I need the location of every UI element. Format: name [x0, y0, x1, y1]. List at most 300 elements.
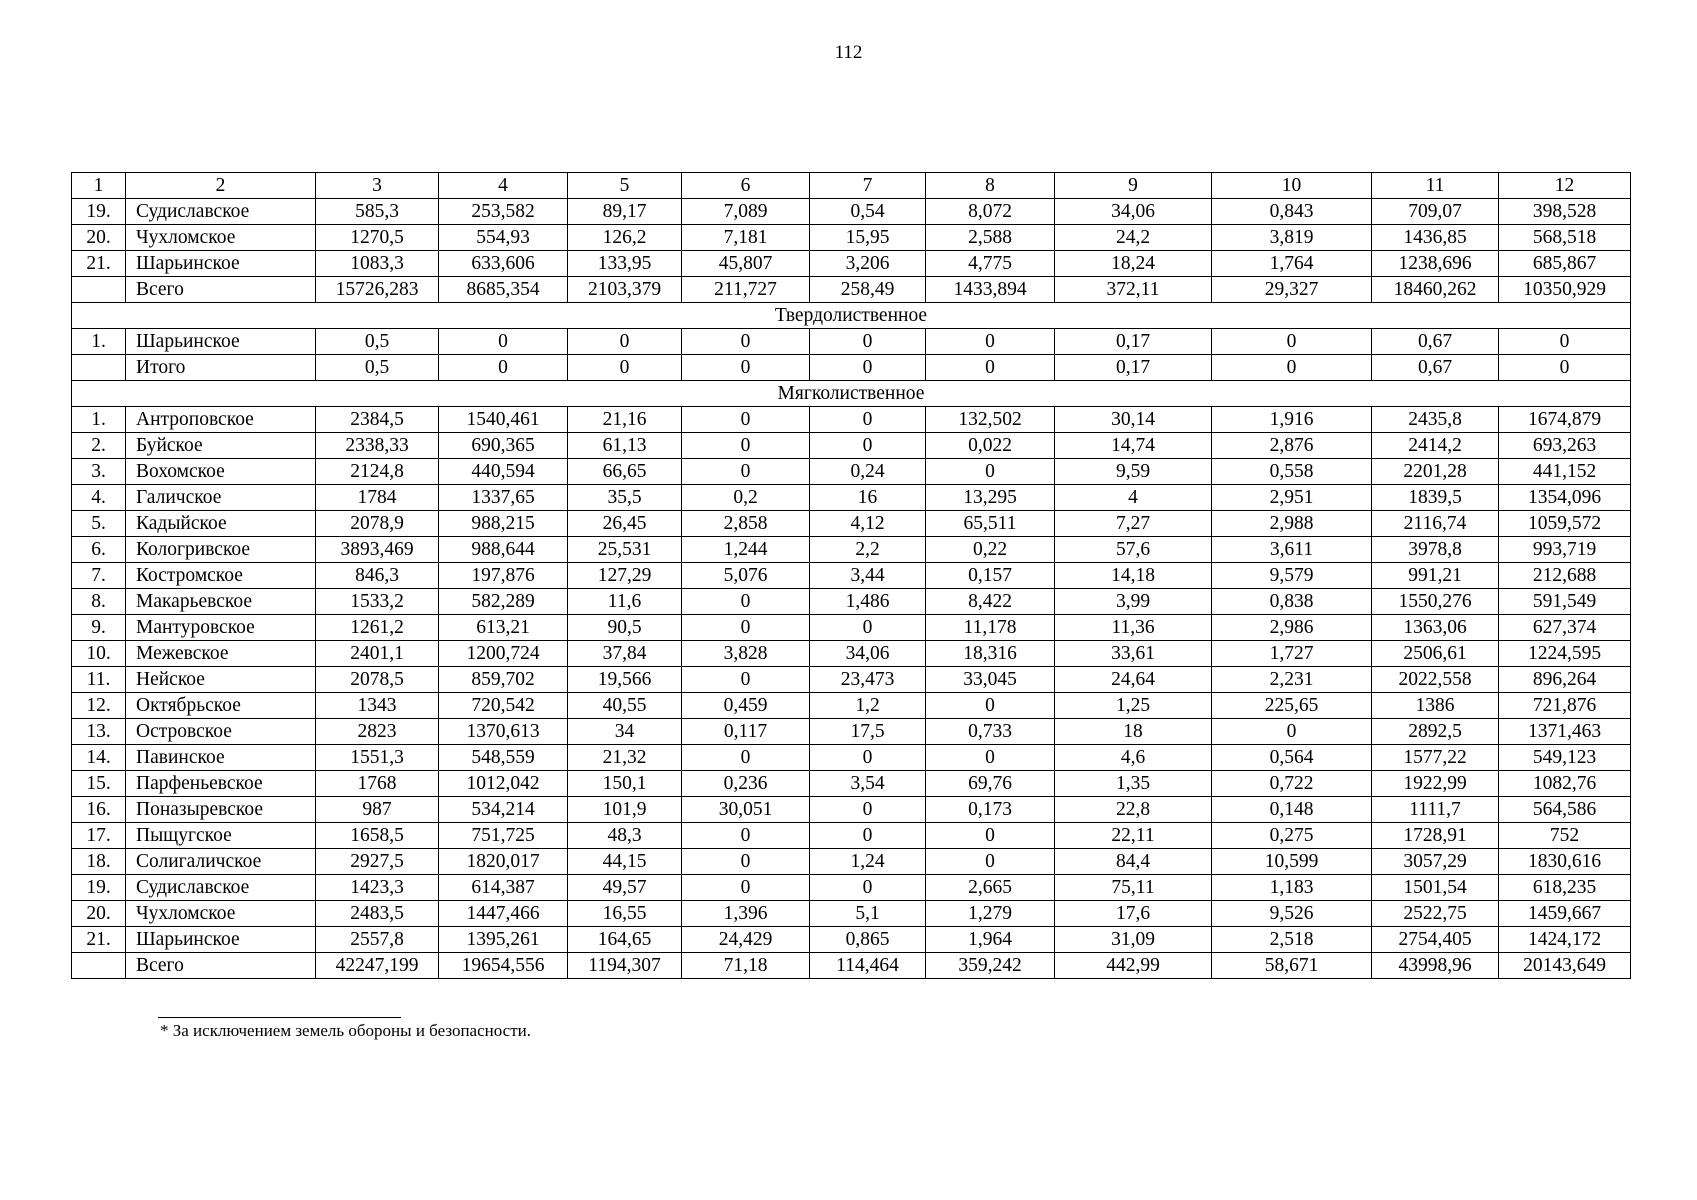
- table-row: [72, 589, 1631, 615]
- district-name-cell: Павинское: [126, 745, 316, 771]
- value-cell: 0: [682, 329, 810, 355]
- value-cell: 1083,3: [316, 251, 439, 277]
- value-cell: 0,733: [926, 719, 1055, 745]
- value-cell: 398,528: [1499, 199, 1631, 225]
- value-cell: 554,93: [439, 225, 568, 251]
- value-cell: 30,14: [1055, 407, 1212, 433]
- row-number-cell: 14.: [72, 745, 126, 771]
- value-cell: 0: [810, 329, 926, 355]
- value-cell: 1194,307: [568, 953, 682, 979]
- table-row: [72, 251, 1631, 277]
- value-cell: 2338,33: [316, 433, 439, 459]
- row-number-cell: 21.: [72, 927, 126, 953]
- value-cell: 33,61: [1055, 641, 1212, 667]
- row-number-cell: 9.: [72, 615, 126, 641]
- value-cell: 1,964: [926, 927, 1055, 953]
- value-cell: 440,594: [439, 459, 568, 485]
- value-cell: 0,838: [1212, 589, 1372, 615]
- value-cell: 618,235: [1499, 875, 1631, 901]
- value-cell: 11,6: [568, 589, 682, 615]
- value-cell: 24,64: [1055, 667, 1212, 693]
- value-cell: 1395,261: [439, 927, 568, 953]
- section-header-row: [72, 303, 1631, 329]
- value-cell: 0: [682, 849, 810, 875]
- value-cell: 3,44: [810, 563, 926, 589]
- row-number-cell: [72, 277, 126, 303]
- table-row: [72, 433, 1631, 459]
- value-cell: 0: [682, 355, 810, 381]
- value-cell: 0,236: [682, 771, 810, 797]
- value-cell: 627,374: [1499, 615, 1631, 641]
- table-row: [72, 849, 1631, 875]
- district-name-cell: Солигаличское: [126, 849, 316, 875]
- value-cell: 58,671: [1212, 953, 1372, 979]
- column-number-header: 6: [682, 173, 810, 199]
- value-cell: 212,688: [1499, 563, 1631, 589]
- value-cell: 1111,7: [1372, 797, 1499, 823]
- value-cell: 591,549: [1499, 589, 1631, 615]
- column-number-header: 12: [1499, 173, 1631, 199]
- column-number-header: 2: [126, 173, 316, 199]
- value-cell: 2078,9: [316, 511, 439, 537]
- value-cell: 24,429: [682, 927, 810, 953]
- value-cell: 1,279: [926, 901, 1055, 927]
- row-number-cell: 11.: [72, 667, 126, 693]
- value-cell: 0,67: [1372, 355, 1499, 381]
- table-row: [72, 537, 1631, 563]
- value-cell: 2384,5: [316, 407, 439, 433]
- value-cell: 0: [810, 615, 926, 641]
- table-row: [72, 771, 1631, 797]
- value-cell: 1,916: [1212, 407, 1372, 433]
- value-cell: 258,49: [810, 277, 926, 303]
- value-cell: 3,611: [1212, 537, 1372, 563]
- value-cell: 752: [1499, 823, 1631, 849]
- value-cell: 8,422: [926, 589, 1055, 615]
- value-cell: 150,1: [568, 771, 682, 797]
- value-cell: 49,57: [568, 875, 682, 901]
- value-cell: 0: [682, 407, 810, 433]
- value-cell: 442,99: [1055, 953, 1212, 979]
- column-number-header: 8: [926, 173, 1055, 199]
- value-cell: 133,95: [568, 251, 682, 277]
- value-cell: 0,564: [1212, 745, 1372, 771]
- value-cell: 2,858: [682, 511, 810, 537]
- value-cell: 0: [810, 823, 926, 849]
- value-cell: 127,29: [568, 563, 682, 589]
- value-cell: 359,242: [926, 953, 1055, 979]
- value-cell: 253,582: [439, 199, 568, 225]
- value-cell: 0,722: [1212, 771, 1372, 797]
- value-cell: 0: [926, 459, 1055, 485]
- value-cell: 31,09: [1055, 927, 1212, 953]
- value-cell: 1012,042: [439, 771, 568, 797]
- value-cell: 13,295: [926, 485, 1055, 511]
- value-cell: 991,21: [1372, 563, 1499, 589]
- value-cell: 90,5: [568, 615, 682, 641]
- value-cell: 84,4: [1055, 849, 1212, 875]
- value-cell: 2,876: [1212, 433, 1372, 459]
- district-name-cell: Буйское: [126, 433, 316, 459]
- district-name-cell: Кологривское: [126, 537, 316, 563]
- value-cell: 1200,724: [439, 641, 568, 667]
- row-number-cell: 8.: [72, 589, 126, 615]
- district-name-cell: Шарьинское: [126, 251, 316, 277]
- row-number-cell: 4.: [72, 485, 126, 511]
- row-number-cell: [72, 953, 126, 979]
- value-cell: 564,586: [1499, 797, 1631, 823]
- table-row: [72, 199, 1631, 225]
- value-cell: 1922,99: [1372, 771, 1499, 797]
- table-container: [71, 172, 1631, 979]
- value-cell: 34: [568, 719, 682, 745]
- value-cell: 0: [439, 329, 568, 355]
- value-cell: 685,867: [1499, 251, 1631, 277]
- value-cell: 2124,8: [316, 459, 439, 485]
- table-row: [72, 329, 1631, 355]
- value-cell: 2401,1: [316, 641, 439, 667]
- value-cell: 1059,572: [1499, 511, 1631, 537]
- value-cell: 18: [1055, 719, 1212, 745]
- district-name-cell: Вохомское: [126, 459, 316, 485]
- value-cell: 568,518: [1499, 225, 1631, 251]
- value-cell: 690,365: [439, 433, 568, 459]
- value-cell: 0: [926, 329, 1055, 355]
- row-number-cell: 20.: [72, 225, 126, 251]
- value-cell: 693,263: [1499, 433, 1631, 459]
- table-row: [72, 823, 1631, 849]
- table-row: [72, 355, 1631, 381]
- value-cell: 1386: [1372, 693, 1499, 719]
- value-cell: 1261,2: [316, 615, 439, 641]
- row-number-cell: 15.: [72, 771, 126, 797]
- value-cell: 1830,616: [1499, 849, 1631, 875]
- value-cell: 1550,276: [1372, 589, 1499, 615]
- value-cell: 2,986: [1212, 615, 1372, 641]
- table-row: [72, 225, 1631, 251]
- value-cell: 0: [926, 849, 1055, 875]
- value-cell: 42247,199: [316, 953, 439, 979]
- table-body: [72, 173, 1631, 979]
- value-cell: 0,24: [810, 459, 926, 485]
- value-cell: 11,36: [1055, 615, 1212, 641]
- value-cell: 0: [810, 407, 926, 433]
- value-cell: 1540,461: [439, 407, 568, 433]
- value-cell: 709,07: [1372, 199, 1499, 225]
- value-cell: 582,289: [439, 589, 568, 615]
- value-cell: 29,327: [1212, 277, 1372, 303]
- value-cell: 0,843: [1212, 199, 1372, 225]
- table-row: [72, 875, 1631, 901]
- value-cell: 1337,65: [439, 485, 568, 511]
- value-cell: 1447,466: [439, 901, 568, 927]
- value-cell: 48,3: [568, 823, 682, 849]
- value-cell: 18460,262: [1372, 277, 1499, 303]
- value-cell: 4,6: [1055, 745, 1212, 771]
- value-cell: 2,665: [926, 875, 1055, 901]
- value-cell: 3,828: [682, 641, 810, 667]
- value-cell: 1551,3: [316, 745, 439, 771]
- value-cell: 1,727: [1212, 641, 1372, 667]
- value-cell: 3,54: [810, 771, 926, 797]
- value-cell: 1371,463: [1499, 719, 1631, 745]
- value-cell: 1270,5: [316, 225, 439, 251]
- value-cell: 2506,61: [1372, 641, 1499, 667]
- row-number-cell: 17.: [72, 823, 126, 849]
- value-cell: 2,2: [810, 537, 926, 563]
- value-cell: 1,183: [1212, 875, 1372, 901]
- value-cell: 1433,894: [926, 277, 1055, 303]
- value-cell: 534,214: [439, 797, 568, 823]
- district-name-cell: Галичское: [126, 485, 316, 511]
- value-cell: 2,588: [926, 225, 1055, 251]
- section-title: Твердолиственное: [72, 303, 1631, 329]
- value-cell: 10,599: [1212, 849, 1372, 875]
- row-number-cell: 12.: [72, 693, 126, 719]
- district-name-cell: Шарьинское: [126, 329, 316, 355]
- table-row: [72, 563, 1631, 589]
- value-cell: 5,1: [810, 901, 926, 927]
- row-number-cell: 20.: [72, 901, 126, 927]
- value-cell: 0: [682, 459, 810, 485]
- column-number-header: 9: [1055, 173, 1212, 199]
- value-cell: 0: [682, 875, 810, 901]
- value-cell: 2,231: [1212, 667, 1372, 693]
- value-cell: 25,531: [568, 537, 682, 563]
- table-row: [72, 901, 1631, 927]
- row-number-cell: 16.: [72, 797, 126, 823]
- value-cell: 1238,696: [1372, 251, 1499, 277]
- value-cell: 5,076: [682, 563, 810, 589]
- row-number-cell: 3.: [72, 459, 126, 485]
- column-number-header: 7: [810, 173, 926, 199]
- value-cell: 633,606: [439, 251, 568, 277]
- value-cell: 4,12: [810, 511, 926, 537]
- district-name-cell: Костромское: [126, 563, 316, 589]
- value-cell: 7,27: [1055, 511, 1212, 537]
- value-cell: 22,8: [1055, 797, 1212, 823]
- footnote: * За исключением земель обороны и безопасности.: [160, 1021, 531, 1040]
- value-cell: 0,558: [1212, 459, 1372, 485]
- value-cell: 0,117: [682, 719, 810, 745]
- district-name-cell: Пыщугское: [126, 823, 316, 849]
- value-cell: 197,876: [439, 563, 568, 589]
- value-cell: 614,387: [439, 875, 568, 901]
- value-cell: 1436,85: [1372, 225, 1499, 251]
- value-cell: 585,3: [316, 199, 439, 225]
- table-row: [72, 641, 1631, 667]
- value-cell: 1,396: [682, 901, 810, 927]
- value-cell: 2557,8: [316, 927, 439, 953]
- district-name-cell: Межевское: [126, 641, 316, 667]
- value-cell: 69,76: [926, 771, 1055, 797]
- value-cell: 846,3: [316, 563, 439, 589]
- row-number-cell: 10.: [72, 641, 126, 667]
- section-header-row: [72, 381, 1631, 407]
- value-cell: 1459,667: [1499, 901, 1631, 927]
- value-cell: 988,215: [439, 511, 568, 537]
- value-cell: 0,022: [926, 433, 1055, 459]
- value-cell: 126,2: [568, 225, 682, 251]
- value-cell: 2103,379: [568, 277, 682, 303]
- value-cell: 15726,283: [316, 277, 439, 303]
- value-cell: 164,65: [568, 927, 682, 953]
- value-cell: 1,25: [1055, 693, 1212, 719]
- value-cell: 0: [682, 433, 810, 459]
- value-cell: 0,22: [926, 537, 1055, 563]
- value-cell: 20143,649: [1499, 953, 1631, 979]
- value-cell: 0,17: [1055, 355, 1212, 381]
- table-row: [72, 667, 1631, 693]
- value-cell: 859,702: [439, 667, 568, 693]
- value-cell: 43998,96: [1372, 953, 1499, 979]
- column-number-header: 5: [568, 173, 682, 199]
- district-name-cell: Всего: [126, 953, 316, 979]
- page-number: 112: [834, 42, 863, 63]
- value-cell: 1,486: [810, 589, 926, 615]
- row-number-cell: 13.: [72, 719, 126, 745]
- value-cell: 1501,54: [1372, 875, 1499, 901]
- value-cell: 3,819: [1212, 225, 1372, 251]
- value-cell: 2435,8: [1372, 407, 1499, 433]
- district-name-cell: Чухломское: [126, 225, 316, 251]
- district-name-cell: Шарьинское: [126, 927, 316, 953]
- value-cell: 18,24: [1055, 251, 1212, 277]
- value-cell: 19,566: [568, 667, 682, 693]
- row-number-cell: 5.: [72, 511, 126, 537]
- value-cell: 34,06: [1055, 199, 1212, 225]
- value-cell: 1423,3: [316, 875, 439, 901]
- district-name-cell: Судиславское: [126, 199, 316, 225]
- value-cell: 17,6: [1055, 901, 1212, 927]
- value-cell: 33,045: [926, 667, 1055, 693]
- value-cell: 1784: [316, 485, 439, 511]
- value-cell: 3978,8: [1372, 537, 1499, 563]
- value-cell: 1728,91: [1372, 823, 1499, 849]
- value-cell: 0: [568, 329, 682, 355]
- value-cell: 17,5: [810, 719, 926, 745]
- row-number-cell: 21.: [72, 251, 126, 277]
- table-row: [72, 511, 1631, 537]
- footnote-separator: [158, 1017, 401, 1018]
- value-cell: 2927,5: [316, 849, 439, 875]
- value-cell: 89,17: [568, 199, 682, 225]
- value-cell: 0: [439, 355, 568, 381]
- value-cell: 3,99: [1055, 589, 1212, 615]
- value-cell: 1424,172: [1499, 927, 1631, 953]
- value-cell: 21,32: [568, 745, 682, 771]
- value-cell: 0: [568, 355, 682, 381]
- row-number-cell: 7.: [72, 563, 126, 589]
- value-cell: 2414,2: [1372, 433, 1499, 459]
- value-cell: 18,316: [926, 641, 1055, 667]
- value-cell: 0,148: [1212, 797, 1372, 823]
- value-cell: 1658,5: [316, 823, 439, 849]
- value-cell: 0: [810, 355, 926, 381]
- value-cell: 441,152: [1499, 459, 1631, 485]
- value-cell: 2078,5: [316, 667, 439, 693]
- value-cell: 0: [1499, 355, 1631, 381]
- table-row: [72, 927, 1631, 953]
- value-cell: 10350,929: [1499, 277, 1631, 303]
- value-cell: 1,244: [682, 537, 810, 563]
- value-cell: 2,951: [1212, 485, 1372, 511]
- value-cell: 0: [1499, 329, 1631, 355]
- value-cell: 0: [810, 797, 926, 823]
- district-name-cell: Нейское: [126, 667, 316, 693]
- table-row: [72, 407, 1631, 433]
- value-cell: 45,807: [682, 251, 810, 277]
- value-cell: 0: [926, 823, 1055, 849]
- value-cell: 4,775: [926, 251, 1055, 277]
- value-cell: 721,876: [1499, 693, 1631, 719]
- row-number-cell: 19.: [72, 875, 126, 901]
- value-cell: 0: [810, 745, 926, 771]
- value-cell: 3893,469: [316, 537, 439, 563]
- value-cell: 0: [682, 615, 810, 641]
- district-name-cell: Парфеньевское: [126, 771, 316, 797]
- value-cell: 7,089: [682, 199, 810, 225]
- value-cell: 1,24: [810, 849, 926, 875]
- value-cell: 0,157: [926, 563, 1055, 589]
- value-cell: 1343: [316, 693, 439, 719]
- value-cell: 988,644: [439, 537, 568, 563]
- value-cell: 372,11: [1055, 277, 1212, 303]
- value-cell: 1533,2: [316, 589, 439, 615]
- district-name-cell: Судиславское: [126, 875, 316, 901]
- value-cell: 0: [810, 875, 926, 901]
- row-number-cell: 6.: [72, 537, 126, 563]
- value-cell: 2892,5: [1372, 719, 1499, 745]
- value-cell: 2823: [316, 719, 439, 745]
- value-cell: 3,206: [810, 251, 926, 277]
- value-cell: 2201,28: [1372, 459, 1499, 485]
- value-cell: 1363,06: [1372, 615, 1499, 641]
- value-cell: 37,84: [568, 641, 682, 667]
- value-cell: 0,173: [926, 797, 1055, 823]
- value-cell: 61,13: [568, 433, 682, 459]
- table-row: [72, 459, 1631, 485]
- value-cell: 548,559: [439, 745, 568, 771]
- table-header-row: [72, 173, 1631, 199]
- value-cell: 720,542: [439, 693, 568, 719]
- value-cell: 1768: [316, 771, 439, 797]
- value-cell: 1674,879: [1499, 407, 1631, 433]
- value-cell: 211,727: [682, 277, 810, 303]
- value-cell: 35,5: [568, 485, 682, 511]
- value-cell: 0: [926, 693, 1055, 719]
- value-cell: 1,2: [810, 693, 926, 719]
- value-cell: 0: [682, 823, 810, 849]
- value-cell: 132,502: [926, 407, 1055, 433]
- value-cell: 225,65: [1212, 693, 1372, 719]
- value-cell: 751,725: [439, 823, 568, 849]
- value-cell: 0: [682, 589, 810, 615]
- row-number-cell: 2.: [72, 433, 126, 459]
- value-cell: 101,9: [568, 797, 682, 823]
- value-cell: 1839,5: [1372, 485, 1499, 511]
- district-name-cell: Поназыревское: [126, 797, 316, 823]
- row-number-cell: 1.: [72, 329, 126, 355]
- value-cell: 34,06: [810, 641, 926, 667]
- value-cell: 0: [926, 355, 1055, 381]
- column-number-header: 3: [316, 173, 439, 199]
- value-cell: 26,45: [568, 511, 682, 537]
- value-cell: 2022,558: [1372, 667, 1499, 693]
- value-cell: 0,275: [1212, 823, 1372, 849]
- value-cell: 0,17: [1055, 329, 1212, 355]
- row-number-cell: 1.: [72, 407, 126, 433]
